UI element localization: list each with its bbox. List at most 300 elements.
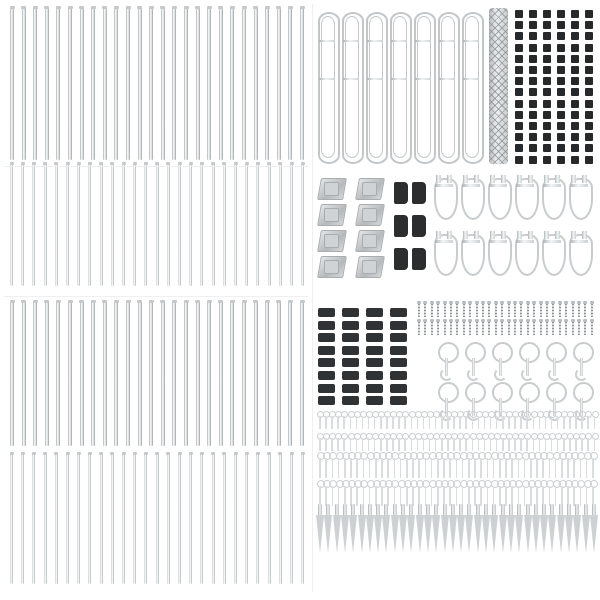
black-block: [585, 122, 593, 130]
metal-bar: [10, 454, 13, 584]
j-hook-curve: [467, 368, 480, 381]
metal-bar: [33, 302, 37, 446]
u-bolt-nut: [490, 175, 495, 183]
ground-spike: [590, 515, 598, 553]
bar-cap: [276, 6, 281, 9]
black-pads-grid: [314, 304, 414, 410]
bar-cap: [172, 6, 177, 9]
metal-bar: [300, 302, 304, 446]
bracket-face: [324, 260, 339, 274]
long-pin-shaft: [524, 458, 526, 478]
bar-cap: [126, 6, 131, 9]
j-hook-eye: [546, 342, 567, 363]
u-bolt-nut: [474, 175, 479, 183]
bar-cap: [245, 452, 249, 455]
wire-loop-inner: [369, 16, 383, 158]
wire-tie: [391, 78, 407, 80]
metal-bar: [138, 8, 142, 160]
bar-cap: [43, 162, 47, 165]
screw-shaft: [450, 322, 452, 335]
black-block: [571, 88, 579, 96]
metal-bar: [230, 302, 234, 446]
long-pin-shaft: [518, 458, 520, 478]
rubber-pad: [318, 371, 335, 380]
bar-cap: [207, 6, 212, 9]
metal-bar: [290, 454, 293, 584]
black-block: [585, 100, 593, 108]
bar-cap: [32, 452, 36, 455]
bar-cap: [234, 162, 238, 165]
long-pin-shaft: [443, 458, 445, 478]
bar-cap: [10, 452, 14, 455]
bar-cap: [230, 300, 235, 303]
screw-shaft: [488, 322, 490, 335]
black-block: [543, 144, 551, 152]
long-pin-shaft: [536, 458, 538, 478]
bar-cap: [288, 6, 293, 9]
u-bolt-plate: [570, 184, 588, 187]
u-bolt-plate: [435, 184, 453, 187]
metal-bar: [91, 8, 95, 160]
j-hook-eye: [438, 342, 459, 363]
black-block: [529, 133, 537, 141]
bar-cap: [149, 300, 154, 303]
black-block: [571, 77, 579, 85]
black-block: [515, 88, 523, 96]
metal-bar: [242, 302, 246, 446]
metal-bar: [133, 164, 136, 286]
bar-cap: [300, 6, 305, 9]
bar-cap: [102, 6, 107, 9]
ground-spike: [524, 515, 532, 553]
metal-bar: [33, 8, 37, 160]
bar-cap: [77, 162, 81, 165]
wire-tie: [439, 40, 455, 42]
black-block: [557, 10, 565, 18]
bar-cap: [79, 6, 84, 9]
metal-bar: [103, 8, 107, 160]
screw-shaft: [578, 322, 580, 335]
ground-spike: [515, 515, 523, 553]
metal-bar: [279, 164, 282, 286]
black-block: [557, 133, 565, 141]
j-hook-eye: [546, 382, 567, 403]
j-hook-eye: [492, 382, 513, 403]
metal-bar: [200, 164, 203, 286]
metal-bar: [242, 8, 246, 160]
wire-tie: [415, 40, 431, 42]
bracket-face: [324, 234, 339, 248]
u-bolt-nut: [501, 175, 506, 183]
bar-cap: [288, 300, 293, 303]
screw-shaft: [469, 304, 471, 317]
screw-shaft: [437, 322, 439, 335]
u-bolt-nut: [474, 231, 479, 239]
u-bolt-plate: [462, 184, 480, 187]
wire-tie: [367, 40, 383, 42]
screw-shaft: [431, 304, 433, 317]
wire-loops: [314, 6, 486, 168]
long-pin-shaft: [350, 458, 352, 478]
mesh-roll-body: [489, 8, 508, 164]
metal-bar: [268, 164, 271, 286]
bar-cap: [189, 162, 193, 165]
bar-cap: [68, 6, 73, 9]
ground-spike: [391, 515, 399, 553]
bar-cap: [114, 300, 119, 303]
metal-bar: [172, 8, 176, 160]
bar-cap: [178, 452, 182, 455]
wire-tie: [415, 78, 431, 80]
metal-bar: [80, 8, 84, 160]
screw-shaft: [591, 304, 593, 317]
short-bars-bottom-left: [6, 450, 311, 592]
bracket-face: [362, 208, 377, 222]
u-bolt-nut: [463, 175, 468, 183]
black-block: [585, 55, 593, 63]
black-block: [557, 66, 565, 74]
metal-bar: [268, 454, 271, 584]
long-pin-shaft: [493, 458, 495, 478]
screw-shaft: [546, 322, 548, 335]
bar-cap: [211, 452, 215, 455]
bar-cap: [253, 6, 258, 9]
black-block: [571, 55, 579, 63]
long-pin-shaft: [363, 458, 365, 478]
screws-row: [414, 298, 598, 338]
long-pin-shaft: [530, 458, 532, 478]
u-bolt-nut: [528, 231, 533, 239]
bar-cap: [21, 162, 25, 165]
screw-shaft: [552, 304, 554, 317]
bar-cap: [184, 300, 189, 303]
j-hook-curve: [548, 368, 561, 381]
bar-cap: [218, 300, 223, 303]
bar-cap: [234, 452, 238, 455]
rubber-pad: [366, 308, 383, 317]
u-bolt-plate: [489, 184, 507, 187]
black-block: [543, 156, 551, 164]
black-block: [585, 32, 593, 40]
ground-spike: [548, 515, 556, 553]
bar-cap: [301, 162, 305, 165]
black-block: [571, 44, 579, 52]
bar-cap: [278, 452, 282, 455]
black-block: [529, 122, 537, 130]
black-block: [529, 100, 537, 108]
metal-bar: [68, 8, 72, 160]
screw-shaft: [572, 322, 574, 335]
metal-bar: [184, 302, 188, 446]
long-pin-shaft: [487, 458, 489, 478]
black-block: [557, 77, 565, 85]
black-block: [585, 88, 593, 96]
bar-cap: [133, 162, 137, 165]
black-block: [585, 156, 593, 164]
short-bars-upper-left: [6, 160, 311, 292]
metal-bar: [44, 454, 47, 584]
screw-shaft: [559, 322, 561, 335]
black-block: [543, 133, 551, 141]
metal-bar: [122, 164, 125, 286]
metal-bar: [138, 302, 142, 446]
screw-shaft: [482, 322, 484, 335]
black-clip: [394, 248, 408, 270]
bar-cap: [195, 6, 200, 9]
screw-shaft: [540, 322, 542, 335]
metal-bar: [161, 302, 165, 446]
metal-bar: [161, 8, 165, 160]
wire-loop-inner: [393, 16, 407, 158]
long-pin-shaft: [332, 458, 334, 478]
u-bolt-nut: [544, 175, 549, 183]
bar-cap: [91, 6, 96, 9]
metal-bar: [265, 302, 269, 446]
rubber-pad: [318, 396, 335, 405]
metal-bar: [234, 164, 237, 286]
long-pin-shaft: [375, 458, 377, 478]
metal-bar: [277, 302, 281, 446]
ground-spikes: [314, 502, 598, 566]
rubber-pad: [318, 308, 335, 317]
metal-bar: [196, 302, 200, 446]
u-bolt-plate: [516, 184, 534, 187]
bar-cap: [114, 6, 119, 9]
metal-bar: [223, 164, 226, 286]
black-block: [557, 156, 565, 164]
metal-bar: [156, 164, 159, 286]
black-block: [529, 21, 537, 29]
black-block: [529, 55, 537, 63]
metal-bar: [288, 302, 292, 446]
bar-cap: [21, 300, 26, 303]
j-hook-curve: [494, 368, 507, 381]
black-block: [585, 133, 593, 141]
u-bolt-nut: [582, 231, 587, 239]
rubber-pad: [390, 358, 407, 367]
metal-bar: [100, 164, 103, 286]
bar-cap: [242, 300, 247, 303]
bar-cap: [253, 300, 258, 303]
bar-cap: [91, 300, 96, 303]
bar-cap: [242, 6, 247, 9]
screw-shaft: [546, 304, 548, 317]
bar-cap: [276, 300, 281, 303]
bar-cap: [99, 452, 103, 455]
long-pin-shaft: [580, 458, 582, 478]
tall-bars-lower-left: [6, 298, 311, 450]
u-bolt-nut: [517, 231, 522, 239]
black-block: [529, 88, 537, 96]
u-bolt-nut: [436, 231, 441, 239]
black-block: [557, 111, 565, 119]
black-block: [515, 77, 523, 85]
metal-bar: [88, 454, 91, 584]
u-bolt-nut: [571, 231, 576, 239]
black-block: [543, 21, 551, 29]
long-pin-shaft: [418, 458, 420, 478]
ground-spike: [449, 515, 457, 553]
screw-shaft: [565, 304, 567, 317]
screw-shaft: [508, 322, 510, 335]
screw-shaft: [559, 304, 561, 317]
bar-cap: [110, 452, 114, 455]
bar-cap: [99, 162, 103, 165]
rubber-pad: [318, 358, 335, 367]
black-block: [557, 44, 565, 52]
metal-bar: [301, 454, 304, 584]
long-pin-shaft: [449, 458, 451, 478]
bar-cap: [222, 452, 226, 455]
black-block: [515, 122, 523, 130]
wire-tie: [343, 78, 359, 80]
screw-shaft: [514, 322, 516, 335]
ground-spike: [358, 515, 366, 553]
metal-bar: [21, 454, 24, 584]
u-bolt-nut: [436, 175, 441, 183]
black-block: [543, 44, 551, 52]
metal-bar: [200, 454, 203, 584]
metal-bar: [10, 8, 14, 160]
long-pin-shaft: [394, 458, 396, 478]
bar-cap: [77, 452, 81, 455]
bar-cap: [10, 300, 15, 303]
ground-spike: [474, 515, 482, 553]
bar-cap: [256, 452, 260, 455]
mesh-roll: [487, 6, 511, 168]
ground-spike: [333, 515, 341, 553]
metal-bar: [103, 302, 107, 446]
ground-spike: [407, 515, 415, 553]
black-blocks-grid: [512, 6, 598, 168]
bracket-face: [362, 182, 377, 196]
metal-bar: [254, 302, 258, 446]
screw-shaft: [533, 322, 535, 335]
rubber-pad: [342, 308, 359, 317]
j-hook-eye: [465, 382, 486, 403]
wire-loop-inner: [345, 16, 359, 158]
ground-spike: [382, 515, 390, 553]
screw-shaft: [469, 322, 471, 335]
black-block: [557, 122, 565, 130]
long-pin-shaft: [319, 458, 321, 478]
bar-cap: [10, 162, 14, 165]
metal-bar: [207, 302, 211, 446]
black-block: [585, 77, 593, 85]
black-clips: [392, 176, 430, 280]
metal-bar: [22, 8, 26, 160]
long-pin-shaft: [387, 458, 389, 478]
long-pin-shaft: [511, 458, 513, 478]
black-block: [529, 156, 537, 164]
rubber-pad: [366, 371, 383, 380]
u-bolt-nut: [528, 175, 533, 183]
black-block: [571, 111, 579, 119]
black-block: [585, 111, 593, 119]
metal-bar: [144, 164, 147, 286]
metal-bar: [77, 164, 80, 286]
black-block: [529, 66, 537, 74]
long-pin-shaft: [555, 458, 557, 478]
screw-shaft: [437, 304, 439, 317]
ground-spike: [316, 515, 324, 553]
long-pin-shaft: [356, 458, 358, 478]
bar-cap: [195, 300, 200, 303]
bar-cap: [44, 6, 49, 9]
ground-spike: [465, 515, 473, 553]
screw-shaft: [584, 322, 586, 335]
bar-cap: [32, 162, 36, 165]
screw-shaft: [418, 304, 420, 317]
metal-bar: [279, 454, 282, 584]
black-block: [529, 144, 537, 152]
u-bolt-nut: [555, 231, 560, 239]
u-bolt-plate: [435, 240, 453, 243]
u-bolt-plate: [570, 240, 588, 243]
panel-seam-vertical-1: [312, 4, 313, 592]
black-block: [543, 32, 551, 40]
long-pin-shaft: [325, 458, 327, 478]
black-block: [529, 44, 537, 52]
metal-bar: [10, 302, 14, 446]
black-block: [557, 32, 565, 40]
metal-bar: [300, 8, 304, 160]
black-block: [571, 133, 579, 141]
j-hook-eye: [573, 342, 594, 363]
screw-shaft: [495, 304, 497, 317]
ground-spike: [441, 515, 449, 553]
metal-bar: [230, 8, 234, 160]
metal-bar: [219, 8, 223, 160]
ground-spike: [341, 515, 349, 553]
bar-cap: [245, 162, 249, 165]
bar-cap: [33, 300, 38, 303]
black-block: [557, 55, 565, 63]
u-bolt-nut: [490, 231, 495, 239]
long-pin-shaft: [542, 458, 544, 478]
black-block: [529, 77, 537, 85]
screw-shaft: [495, 322, 497, 335]
black-block: [515, 66, 523, 74]
metal-bar: [126, 302, 130, 446]
metal-bar: [149, 8, 153, 160]
j-hook-eye: [519, 342, 540, 363]
long-pin-shaft: [480, 458, 482, 478]
metal-bar: [196, 8, 200, 160]
metal-bar: [277, 8, 281, 160]
long-pin-eye: [590, 480, 598, 488]
bar-cap: [10, 6, 15, 9]
bar-cap: [160, 6, 165, 9]
black-block: [515, 133, 523, 141]
screw-shaft: [444, 304, 446, 317]
black-block: [543, 10, 551, 18]
u-bolt-plate: [462, 240, 480, 243]
rubber-pad: [390, 308, 407, 317]
metal-bar: [55, 164, 58, 286]
long-pin-shaft: [561, 458, 563, 478]
bar-cap: [267, 452, 271, 455]
rubber-pad: [366, 396, 383, 405]
bar-cap: [265, 6, 270, 9]
black-block: [585, 144, 593, 152]
wire-tie: [463, 40, 479, 42]
long-pin-shaft: [431, 458, 433, 478]
black-block: [529, 32, 537, 40]
bar-cap: [54, 452, 58, 455]
rubber-pad: [342, 396, 359, 405]
screw-shaft: [565, 322, 567, 335]
